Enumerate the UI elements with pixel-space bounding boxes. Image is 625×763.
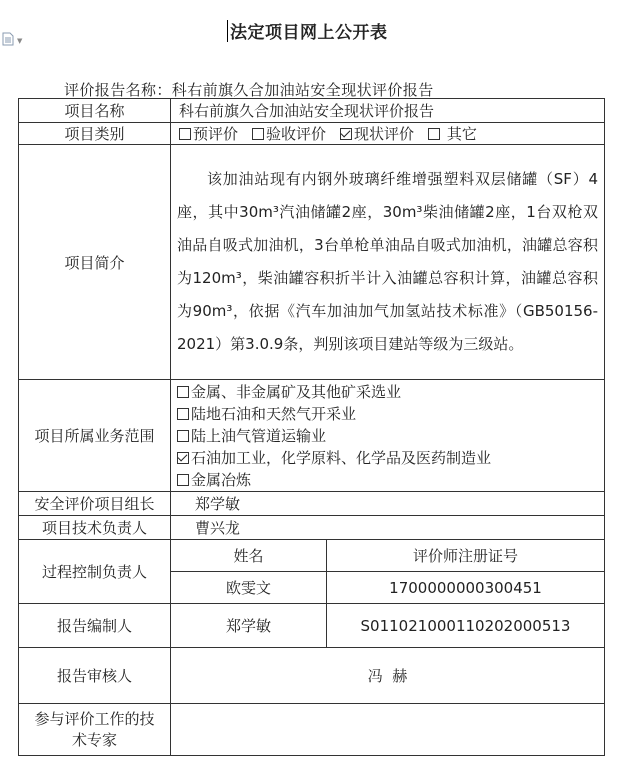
business-scope-option[interactable] [171, 425, 604, 447]
option-label: 陆地石油和天然气开采业 [191, 404, 357, 423]
business-scope-option[interactable] [171, 469, 604, 491]
label-summary: 项目简介 [19, 145, 171, 380]
checkbox[interactable] [177, 386, 189, 398]
document-icon[interactable] [2, 32, 14, 46]
project-type-option[interactable] [252, 125, 326, 143]
label-experts: 参与评价工作的技术专家 [19, 704, 171, 756]
label-tech-lead: 项目技术负责人 [19, 516, 171, 540]
row-team-leader [19, 492, 605, 516]
label-project-name: 项目名称 [19, 99, 171, 123]
option-label: 预评价 [193, 125, 239, 143]
summary-paragraph: 该加油站现有内钢外玻璃纤维增强塑料双层储罐（SF）4座，其中30m³汽油储罐2座，30m³柴油储罐2座，1台双枪双油品自吸式加油机，3台单枪单油品自吸式加油机，油罐总容积为120m³，柴油罐容积折半计入油罐总容积计算，油罐总容积为90m³，依据《汽车加油加气加氢站技术标准》（GB50156-2021）第3.0.9条，判别该项目建站等级为三级站。 [177, 170, 599, 353]
compiler-cert: S011021000110202000513 [327, 604, 605, 648]
compiler-name: 郑学敏 [171, 604, 327, 648]
row-project-name [19, 99, 605, 123]
row-tech-lead [19, 516, 605, 540]
label-team-leader: 安全评价项目组长 [19, 492, 171, 516]
checkbox[interactable] [177, 452, 189, 464]
row-summary [19, 145, 605, 380]
row-project-type [19, 123, 605, 145]
page-title: 法定项目网上公开表 [230, 23, 388, 43]
row-reviewer [19, 648, 605, 704]
business-scope-option[interactable] [171, 403, 604, 425]
disclosure-table [18, 98, 605, 756]
report-name-line: 评价报告名称：科右前旗久合加油站安全现状评价报告 [64, 81, 434, 99]
checkbox[interactable] [177, 474, 189, 486]
option-label: 验收评价 [266, 125, 327, 143]
process-control-cert: 1700000000300451 [327, 572, 605, 604]
checkbox[interactable] [252, 128, 264, 140]
value-project-name: 科右前旗久合加油站安全现状评价报告 [171, 99, 605, 123]
label-compiler: 报告编制人 [19, 604, 171, 648]
row-experts [19, 704, 605, 756]
value-reviewer: 冯 赫 [171, 648, 605, 704]
text-cursor [227, 20, 228, 42]
business-scope-options [171, 380, 605, 492]
project-type-option[interactable] [428, 125, 477, 143]
checkbox[interactable] [177, 430, 189, 442]
value-tech-lead: 曹兴龙 [171, 516, 605, 540]
project-type-option[interactable] [340, 125, 414, 143]
option-label: 现状评价 [354, 125, 415, 143]
option-label: 金属、非金属矿及其他矿采选业 [191, 382, 402, 401]
row-compiler [19, 604, 605, 648]
checkbox[interactable] [428, 128, 440, 140]
label-project-type: 项目类别 [19, 123, 171, 145]
option-label: 陆上油气管道运输业 [191, 426, 327, 445]
value-team-leader: 郑学敏 [171, 492, 605, 516]
option-label: 石油加工业，化学原料、化学品及医药制造业 [191, 448, 492, 467]
project-type-option[interactable] [179, 125, 238, 143]
business-scope-option[interactable] [171, 447, 604, 469]
chevron-down-icon[interactable]: ▼ [17, 37, 23, 45]
label-reviewer: 报告审核人 [19, 648, 171, 704]
checkbox[interactable] [177, 408, 189, 420]
col-header-cert: 评价师注册证号 [327, 540, 605, 572]
checkbox[interactable] [179, 128, 191, 140]
label-process-control: 过程控制负责人 [19, 540, 171, 604]
project-type-options [171, 123, 605, 145]
checkbox[interactable] [340, 128, 352, 140]
option-label: 金属冶炼 [191, 470, 252, 489]
label-business-scope: 项目所属业务范围 [19, 380, 171, 492]
row-process-control-header [19, 540, 605, 572]
row-business-scope [19, 380, 605, 492]
process-control-name: 欧雯文 [171, 572, 327, 604]
option-label: 其它 [442, 125, 477, 143]
value-experts [171, 704, 605, 756]
summary-text [171, 145, 605, 380]
business-scope-option[interactable] [171, 381, 604, 403]
col-header-name: 姓名 [171, 540, 327, 572]
